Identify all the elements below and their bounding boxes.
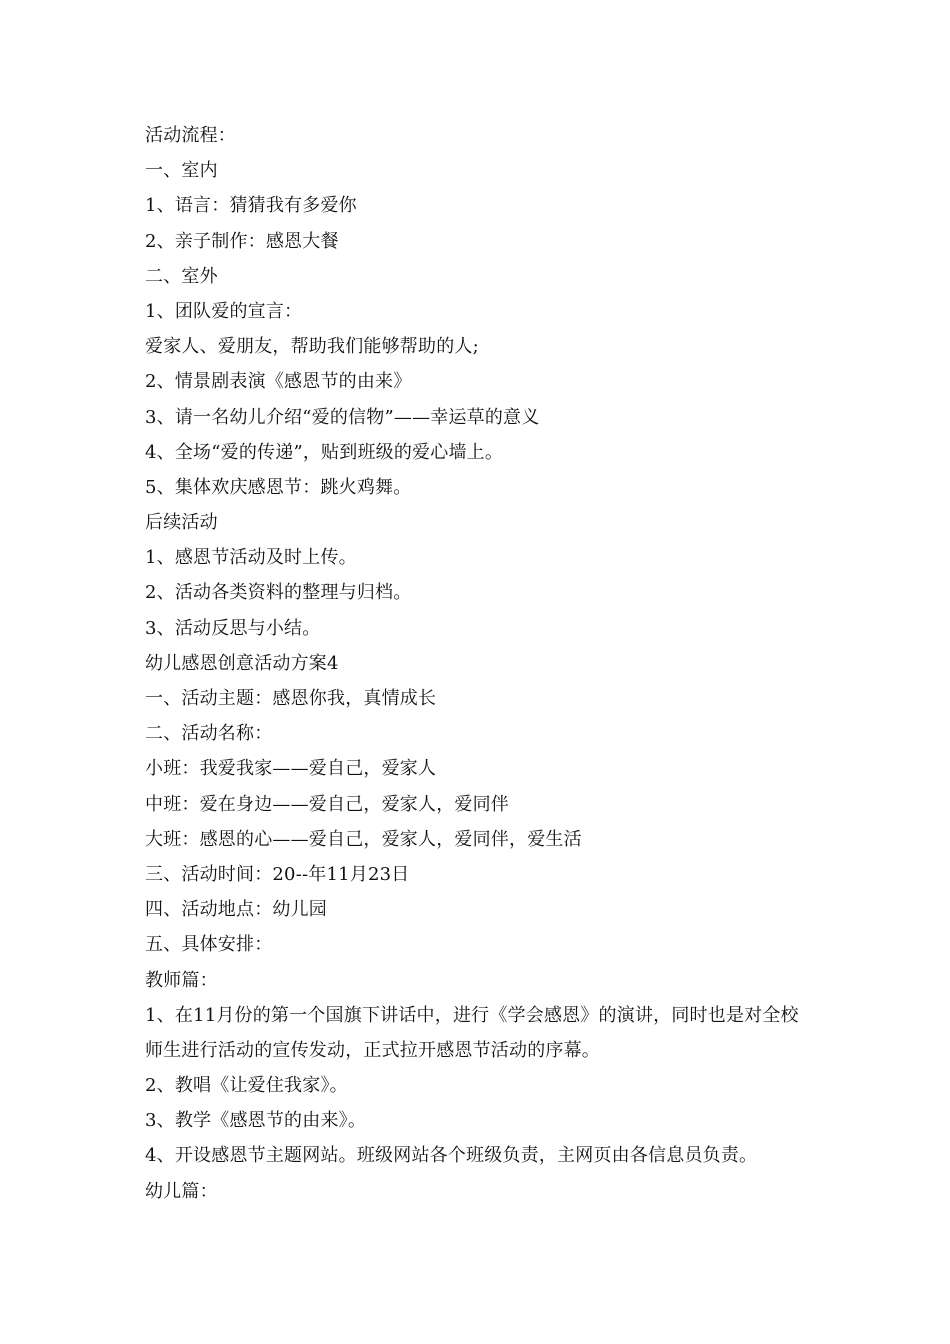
section-heading: 后续活动 [145,512,218,534]
list-item: 3、活动反思与小结。 [145,617,321,639]
section-heading: 一、活动主题：感恩你我，真情成长 [145,688,437,709]
section-heading: 五、具体安排： [145,934,273,956]
section-heading: 一、室内 [145,160,218,182]
list-item: 2、教唱《让爱住我家》。 [145,1075,348,1097]
section-heading: 二、活动名称： [145,723,273,745]
subsection-heading: 教师篇： [145,969,218,991]
list-item: 4、全场“爱的传递”，贴到班级的爱心墙上。 [145,441,504,463]
list-item: 1、团队爱的宣言： [145,300,303,322]
list-item: 2、活动各类资料的整理与归档。 [145,582,412,604]
text-line: 活动流程： [145,125,236,146]
list-item: 1、语言：猜猜我有多爱你 [145,195,357,217]
list-item: 1、在11月份的第一个国旗下讲话中，进行《学会感恩》的演讲，同时也是对全校师生进行活动的宣传发动，正式拉开感恩节活动的序幕。 [145,1004,799,1061]
section-heading: 三、活动时间：20--年11月23日 [145,863,410,885]
list-item: 3、教学《感恩节的由来》。 [145,1110,367,1132]
section-heading: 四、活动地点：幼儿园 [145,899,327,921]
list-item: 3、请一名幼儿介绍“爱的信物”——幸运草的意义 [145,406,540,428]
list-item: 5、集体欢庆感恩节：跳火鸡舞。 [145,476,412,498]
text-line: 小班：我爱我家——爱自己，爱家人 [145,758,437,780]
document-title: 幼儿感恩创意活动方案4 [145,652,339,674]
section-heading: 二、室外 [145,265,218,287]
subsection-heading: 幼儿篇： [145,1180,218,1202]
text-line: 大班：感恩的心——爱自己，爱家人，爱同伴，爱生活 [145,828,582,850]
text-line: 中班：爱在身边——爱自己，爱家人，爱同伴 [145,793,509,815]
list-item: 2、亲子制作：感恩大餐 [145,230,339,252]
document-body [145,118,815,1209]
list-item: 1、感恩节活动及时上传。 [145,547,357,569]
list-item: 2、情景剧表演《感恩节的由来》 [145,371,412,393]
text-line: 爱家人、爱朋友，帮助我们能够帮助的人; [145,336,479,358]
list-item: 4、开设感恩节主题网站。班级网站各个班级负责，主网页由各信息员负责。 [145,1145,758,1167]
